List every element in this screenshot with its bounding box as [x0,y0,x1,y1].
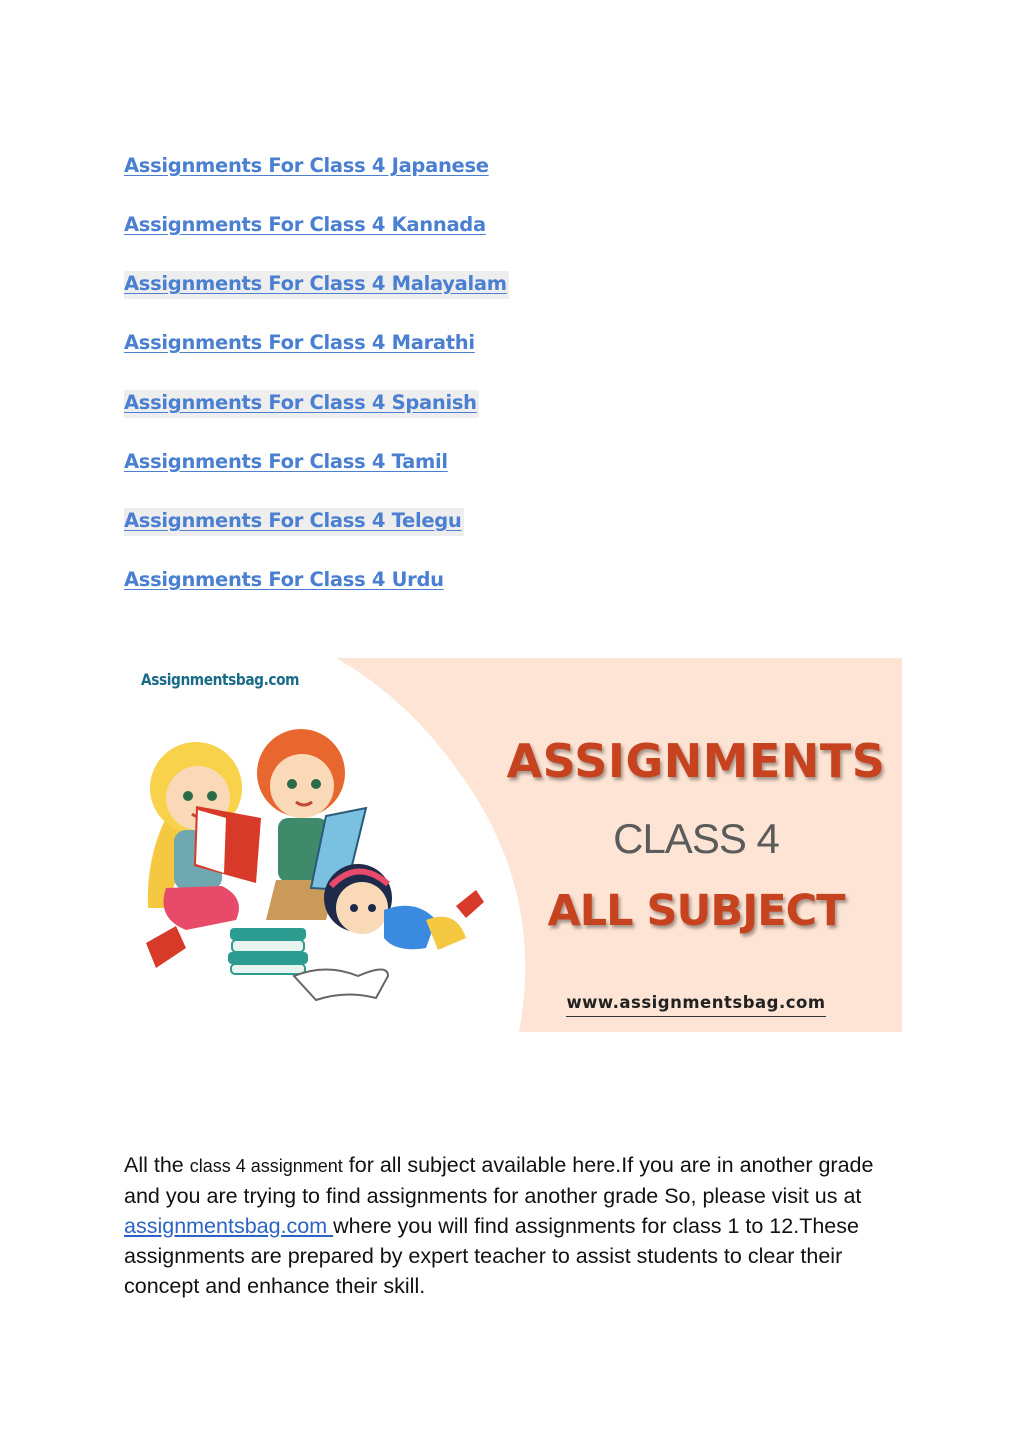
para-text-1: All the [124,1152,190,1177]
books-stack-icon [228,928,308,974]
link-class4-spanish[interactable]: Assignments For Class 4 Spanish [124,390,479,418]
link-class4-marathi[interactable]: Assignments For Class 4 Marathi [124,331,475,354]
link-class4-telegu[interactable]: Assignments For Class 4 Telegu [124,508,464,536]
banner-class-label: CLASS 4 [613,815,779,862]
assignmentsbag-link[interactable]: assignmentsbag.com [124,1213,334,1238]
link-class4-malayalam[interactable]: Assignments For Class 4 Malayalam [124,271,509,299]
banner-url [486,993,902,1012]
banner-subject-label: ALL SUBJECT [547,886,845,936]
link-class4-kannada[interactable]: Assignments For Class 4 Kannada [124,213,486,236]
para-text-2: class 4 assignment [189,1155,343,1176]
para-text-3: for all subject available here.If you are in another grade and you are trying to find assignments for another grade So, please visit us at [124,1152,874,1208]
banner-url-text: www.assignmentsbag.com [566,993,825,1017]
link-class4-japanese[interactable]: Assignments For Class 4 Japanese [124,154,489,177]
link-class4-urdu[interactable]: Assignments For Class 4 Urdu [124,568,444,591]
brand-logo: Assignmentsbag.com [141,670,300,689]
para-text-4: where you will find assignments for class 1 to 12.These assignments are prepared by expert teacher to assist students to clear their concept and enhance their skill. [124,1213,859,1298]
class4-banner-image [126,658,902,1032]
description-paragraph [124,1150,914,1301]
link-class4-tamil[interactable]: Assignments For Class 4 Tamil [124,450,448,473]
girl-lying-icon [324,864,484,950]
banner-title: ASSIGNMENTS [506,734,886,788]
